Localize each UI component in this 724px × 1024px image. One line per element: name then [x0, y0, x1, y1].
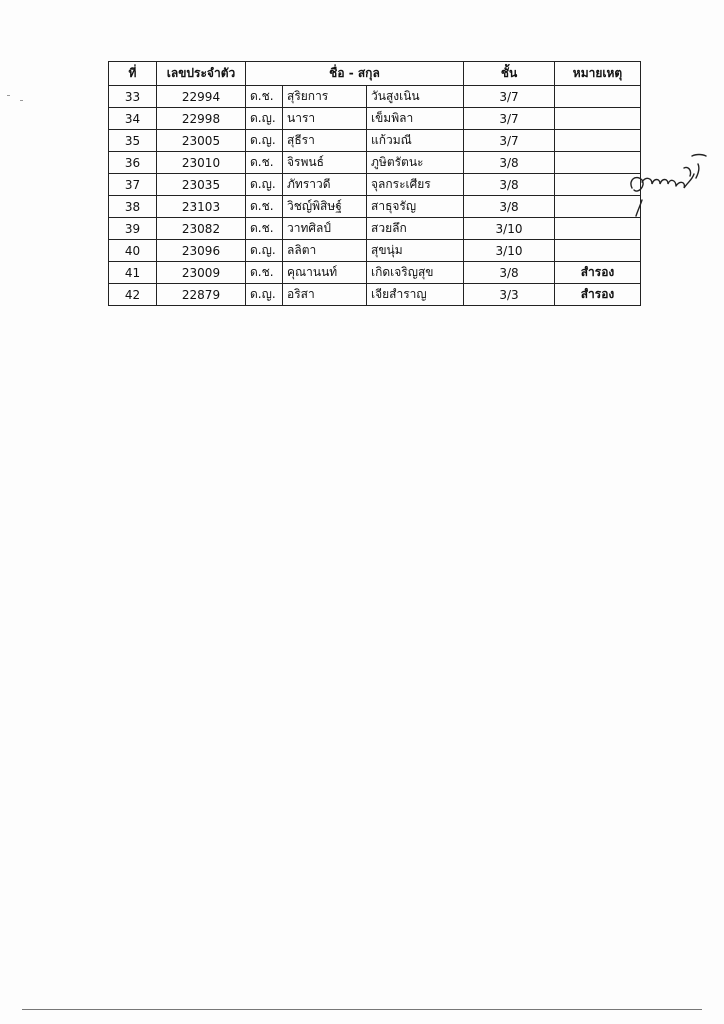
- name-prefix: ด.ญ.: [246, 240, 283, 262]
- class-level: 3/3: [464, 284, 555, 306]
- student-id: 23103: [157, 196, 246, 218]
- class-level: 3/10: [464, 240, 555, 262]
- first-name: วิชญ์พิสิษฐ์: [283, 196, 367, 218]
- student-id: 22879: [157, 284, 246, 306]
- last-name: จุลกระเศียร: [367, 174, 464, 196]
- student-id: 23005: [157, 130, 246, 152]
- name-prefix: ด.ญ.: [246, 130, 283, 152]
- remark: [555, 218, 641, 240]
- last-name: แก้วมณี: [367, 130, 464, 152]
- table-row: [109, 196, 641, 218]
- table-row: [109, 218, 641, 240]
- last-name: สวยลึก: [367, 218, 464, 240]
- name-prefix: ด.ช.: [246, 262, 283, 284]
- remark: [555, 240, 641, 262]
- handwritten-signature: [626, 150, 716, 220]
- class-level: 3/7: [464, 86, 555, 108]
- header-name: ชื่อ - สกุล: [246, 62, 464, 86]
- class-level: 3/8: [464, 262, 555, 284]
- remark: [555, 130, 641, 152]
- table-header-row: [109, 62, 641, 86]
- last-name: เข็มพิลา: [367, 108, 464, 130]
- class-level: 3/8: [464, 152, 555, 174]
- first-name: อริสา: [283, 284, 367, 306]
- first-name: ลลิตา: [283, 240, 367, 262]
- header-class: ชั้น: [464, 62, 555, 86]
- name-prefix: ด.ช.: [246, 218, 283, 240]
- name-prefix: ด.ช.: [246, 152, 283, 174]
- table-row: [109, 262, 641, 284]
- student-roster-table: [108, 61, 641, 306]
- first-name: จิรพนธ์: [283, 152, 367, 174]
- first-name: นารา: [283, 108, 367, 130]
- row-number: 41: [109, 262, 157, 284]
- table-row: [109, 108, 641, 130]
- header-no: ที่: [109, 62, 157, 86]
- last-name: ภูษิตรัตนะ: [367, 152, 464, 174]
- row-number: 33: [109, 86, 157, 108]
- student-id: 23082: [157, 218, 246, 240]
- last-name: วันสูงเนิน: [367, 86, 464, 108]
- student-id: 23096: [157, 240, 246, 262]
- row-number: 35: [109, 130, 157, 152]
- scan-speck: [20, 100, 23, 101]
- first-name: คุณานนท์: [283, 262, 367, 284]
- row-number: 42: [109, 284, 157, 306]
- scan-speck: [7, 95, 10, 96]
- row-number: 39: [109, 218, 157, 240]
- first-name: ภัทราวดี: [283, 174, 367, 196]
- student-id: 23010: [157, 152, 246, 174]
- class-level: 3/7: [464, 108, 555, 130]
- row-number: 34: [109, 108, 157, 130]
- table-row: [109, 240, 641, 262]
- student-id: 22998: [157, 108, 246, 130]
- remark: [555, 86, 641, 108]
- last-name: เจียสำราญ: [367, 284, 464, 306]
- remark: สำรอง: [555, 262, 641, 284]
- table-row: [109, 152, 641, 174]
- table-row: [109, 284, 641, 306]
- header-note: หมายเหตุ: [555, 62, 641, 86]
- name-prefix: ด.ญ.: [246, 108, 283, 130]
- name-prefix: ด.ช.: [246, 196, 283, 218]
- class-level: 3/10: [464, 218, 555, 240]
- class-level: 3/8: [464, 196, 555, 218]
- last-name: สุขนุ่ม: [367, 240, 464, 262]
- first-name: สุธีรา: [283, 130, 367, 152]
- last-name: สาธุจรัญ: [367, 196, 464, 218]
- student-id: 23035: [157, 174, 246, 196]
- last-name: เกิดเจริญสุข: [367, 262, 464, 284]
- student-id: 22994: [157, 86, 246, 108]
- table-row: [109, 174, 641, 196]
- row-number: 40: [109, 240, 157, 262]
- table-row: [109, 86, 641, 108]
- header-id: เลขประจำตัว: [157, 62, 246, 86]
- name-prefix: ด.ญ.: [246, 174, 283, 196]
- name-prefix: ด.ช.: [246, 86, 283, 108]
- remark: สำรอง: [555, 284, 641, 306]
- row-number: 37: [109, 174, 157, 196]
- name-prefix: ด.ญ.: [246, 284, 283, 306]
- student-id: 23009: [157, 262, 246, 284]
- first-name: สุริยการ: [283, 86, 367, 108]
- class-level: 3/7: [464, 130, 555, 152]
- table-row: [109, 130, 641, 152]
- page-bottom-rule: [22, 1009, 702, 1010]
- class-level: 3/8: [464, 174, 555, 196]
- first-name: วาทศิลป์: [283, 218, 367, 240]
- row-number: 36: [109, 152, 157, 174]
- row-number: 38: [109, 196, 157, 218]
- remark: [555, 108, 641, 130]
